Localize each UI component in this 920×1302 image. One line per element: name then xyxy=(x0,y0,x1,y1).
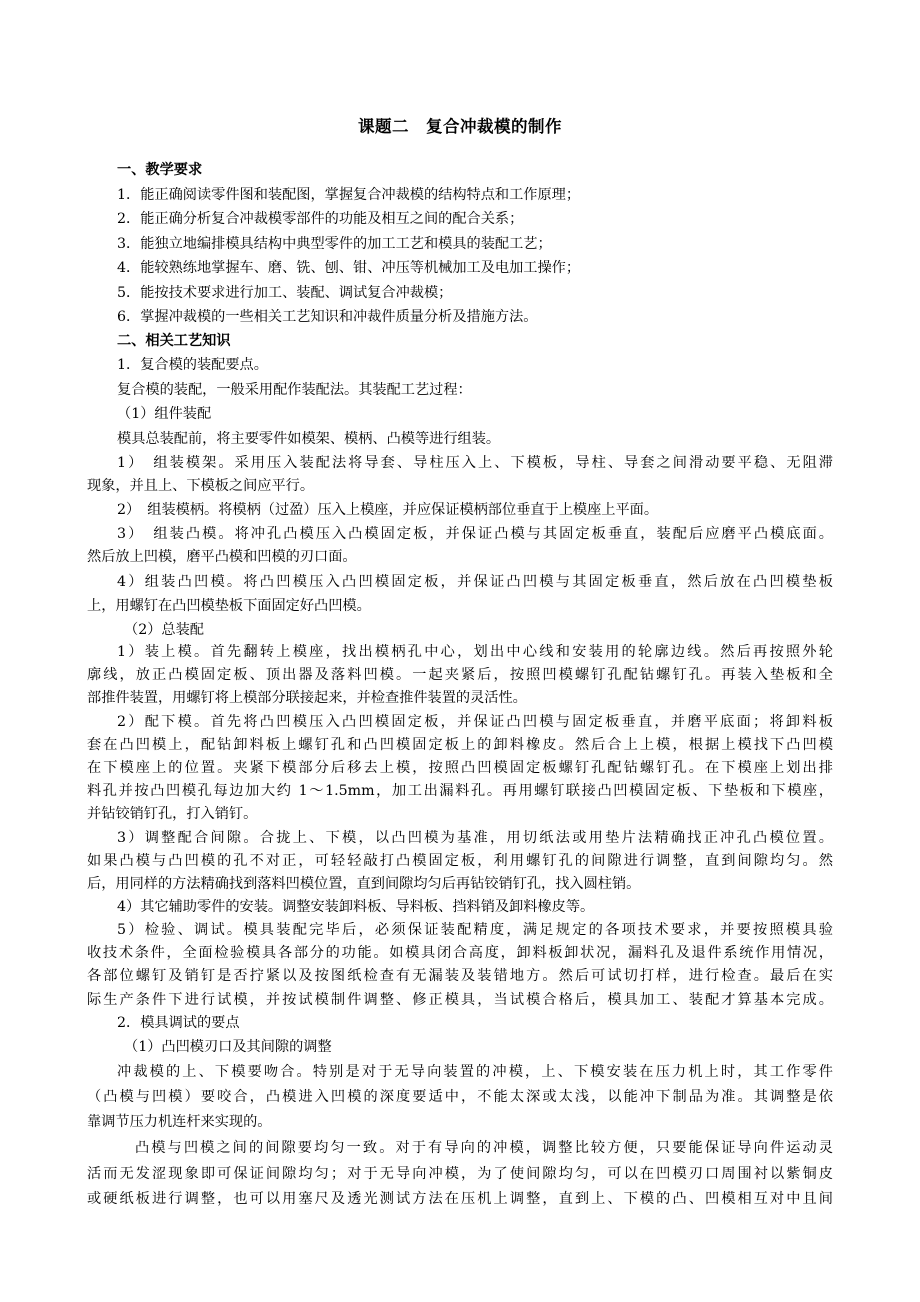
text-line: 2） 组装模柄。将模柄（过盈）压入上模座，并应保证模柄部位垂直于上模座上平面。 xyxy=(117,502,659,518)
text-line: 复合模的装配，一般采用配作装配法。其装配工艺过程： xyxy=(117,382,472,398)
text-line: 5．能按技术要求进行加工、装配、调试复合冲裁模； xyxy=(117,285,453,301)
text-line: 3） 组装凸模。将冲孔凸模压入凸模固定板，并保证凸模与其固定板垂直，装配后应磨平凸模底面。 xyxy=(117,526,833,542)
text-line: 如果凸模与凸凹模的孔不对正，可轻轻敲打凸模固定板，利用螺钉孔的间隙进行调整，直到间隙均匀。然 xyxy=(87,853,833,869)
text-line: 在下模座上的位置。夹紧下模部分后移去上模，按照凸凹模固定板螺钉孔配钻螺钉孔。在下模座上划出排 xyxy=(87,760,833,776)
text-line: 2．能正确分析复合冲裁模零部件的功能及相互之间的配合关系； xyxy=(117,211,524,227)
text-line: 廓线，放正凸模固定板、顶出器及落料凹模。一起夹紧后，按照凹模螺钉孔配钻螺钉孔。再装入垫板和全 xyxy=(87,667,833,683)
text-line: 收技术条件，全面检验模具各部分的功能。如模具闭合高度，卸料板卸状况，漏料孔及退件系统作用情况， xyxy=(87,945,833,961)
text-line: 1．能正确阅读零件图和装配图，掌握复合冲裁模的结构特点和工作原理； xyxy=(117,187,581,203)
text-line: 后，用同样的方法精确找到落料凹模位置，直到间隙均匀后再钻铰销钉孔，找入圆柱销。 xyxy=(87,876,641,892)
text-line: 部推件装置，用螺钉将上模部分联接起来，并检查推件装置的灵活性。 xyxy=(87,690,527,706)
text-line: （2）总装配 xyxy=(124,622,204,638)
text-line: 并钻铰销钉孔，打入销钉。 xyxy=(87,806,258,822)
text-line: 1）装上模。首先翻转上模座，找出模柄孔中心，划出中心线和安装用的轮廓边线。然后再按照外轮 xyxy=(117,644,833,660)
text-line: 料孔并按凸凹模孔每边加大约 1～1.5mm，加工出漏料孔。再用螺钉联接凸凹模固定板、下垫板和下模座， xyxy=(87,783,833,799)
text-line: 1．复合模的装配要点。 xyxy=(117,357,268,373)
text-line: 靠调节压力机连杆来实现的。 xyxy=(87,1114,272,1130)
text-line: 现象，并且上、下模板之间应平行。 xyxy=(87,478,315,494)
text-line: 4．能较熟练地掌握车、磨、铣、刨、钳、冲压等机械加工及电加工操作； xyxy=(117,260,581,276)
text-line: 套在凸凹模上，配钻卸料板上螺钉孔和凸凹模固定板上的卸料橡皮。然后合上上模，根据上模找下凸凹模 xyxy=(87,737,833,753)
text-line: 6．掌握冲裁模的一些相关工艺知识和冲裁件质量分析及措施方法。 xyxy=(117,309,538,325)
text-line: 活而无发涩现象即可保证间隙均匀；对于无导向冲模，为了使间隙均匀，可以在凹模刃口周围衬以紫铜皮 xyxy=(87,1166,833,1182)
text-line: 际生产条件下进行试模，并按试模制件调整、修正模具，当试模合格后，模具加工、装配才算基本完成。 xyxy=(87,992,833,1008)
text-line: 4）组装凸凹模。将凸凹模压入凸凹模固定板，并保证凸凹模与其固定板垂直，然后放在凸凹模垫板 xyxy=(117,574,833,590)
text-line: 凸模与凹模之间的间隙要均匀一致。对于有导向的冲模，调整比较方便，只要能保证导向件运动灵 xyxy=(135,1140,833,1156)
text-line: 3）调整配合间隙。合拢上、下模，以凸凹模为基准，用切纸法或用垫片法精确找正冲孔凸模位置。 xyxy=(117,830,833,846)
text-line: （1）组件装配 xyxy=(117,406,212,422)
text-line: 4）其它辅助零件的安装。调整安装卸料板、导料板、挡料销及卸料橡皮等。 xyxy=(117,899,595,915)
text-line: 1） 组装模架。采用压入装配法将导套、导柱压入上、下模板，导柱、导套之间滑动要平稳、无阻滞 xyxy=(117,455,833,471)
text-line: 2．模具调试的要点 xyxy=(117,1015,240,1031)
heading-teaching-requirements: 一、教学要求 xyxy=(117,162,203,178)
text-line: 或硬纸板进行调整，也可以用塞尺及透光测试方法在压机上调整，直到上、下模的凸、凹模相互对中且间 xyxy=(87,1191,833,1207)
text-line: 2）配下模。首先将凸凹模压入凸凹模固定板，并保证凸凹模与固定板垂直，并磨平底面；将卸料板 xyxy=(117,714,833,730)
text-line: 上，用螺钉在凸凹模垫板下面固定好凸凹模。 xyxy=(87,598,371,614)
text-line: （凸模与凹模）要咬合，凸模进入凹模的深度要适中，不能太深或太浅，以能冲下制品为准。其调整是依 xyxy=(87,1089,833,1105)
page-title: 课题二 复合冲裁模的制作 xyxy=(358,117,562,136)
heading-related-knowledge: 二、相关工艺知识 xyxy=(117,333,231,349)
text-line: 模具总装配前，将主要零件如模架、模柄、凸模等进行组装。 xyxy=(117,431,501,447)
text-line: 然后放上凹模，磨平凸模和凹模的刃口面。 xyxy=(87,549,357,565)
text-line: 5）检验、调试。模具装配完毕后，必须保证装配精度，满足规定的各项技术要求，并要按照模具验 xyxy=(117,922,833,938)
text-line: 冲裁模的上、下模要吻合。特别是对于无导向装置的冲模，上、下模安装在压力机上时，其工作零件 xyxy=(117,1064,833,1080)
text-line: （1）凸凹模刃口及其间隙的调整 xyxy=(124,1039,332,1055)
text-line: 3．能独立地编排模具结构中典型零件的加工工艺和模具的装配工艺； xyxy=(117,236,552,252)
text-line: 各部位螺钉及销钉是否拧紧以及按图纸检查有无漏装及装错地方。然后可试切打样，进行检查。最后在实 xyxy=(87,968,833,984)
